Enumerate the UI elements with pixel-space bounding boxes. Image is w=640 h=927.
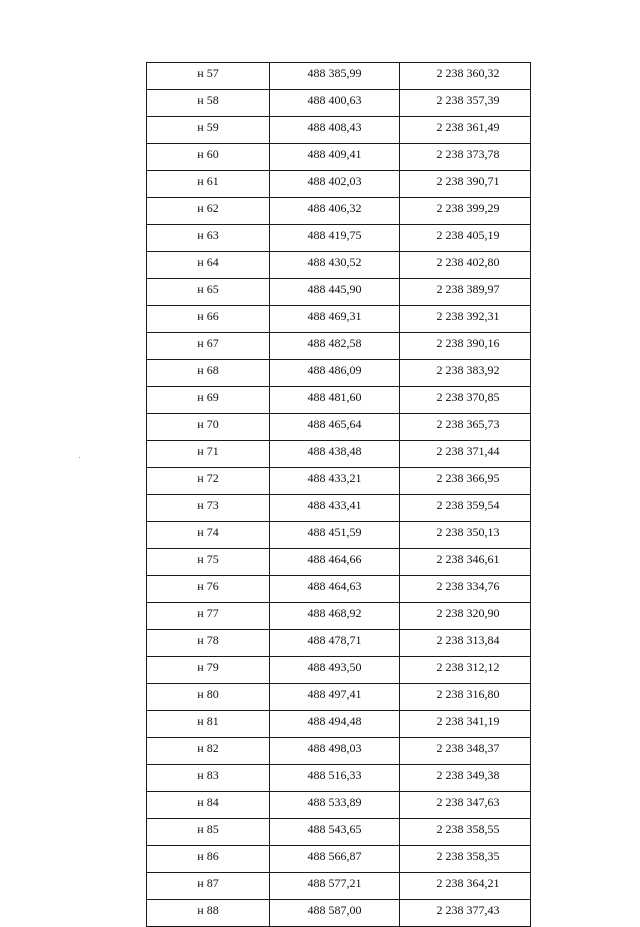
table-row (147, 441, 531, 468)
x-coordinate-cell: 488 486,09 (270, 360, 400, 387)
y-coordinate-cell: 2 238 390,71 (400, 171, 531, 198)
x-coordinate-cell: 488 497,41 (270, 684, 400, 711)
x-coordinate-cell: 488 419,75 (270, 225, 400, 252)
y-coordinate-cell: 2 238 313,84 (400, 630, 531, 657)
table-row (147, 198, 531, 225)
table-row (147, 225, 531, 252)
x-coordinate-cell: 488 465,64 (270, 414, 400, 441)
point-label-cell: н 69 (147, 387, 270, 414)
y-coordinate-cell: 2 238 358,35 (400, 846, 531, 873)
point-label-cell: н 72 (147, 468, 270, 495)
y-coordinate-cell: 2 238 341,19 (400, 711, 531, 738)
y-coordinate-cell: 2 238 357,39 (400, 90, 531, 117)
y-coordinate-cell: 2 238 402,80 (400, 252, 531, 279)
y-coordinate-cell: 2 238 361,49 (400, 117, 531, 144)
point-label-cell: н 57 (147, 63, 270, 90)
x-coordinate-cell: 488 468,92 (270, 603, 400, 630)
x-coordinate-cell: 488 406,32 (270, 198, 400, 225)
point-label-cell: н 61 (147, 171, 270, 198)
scan-speck (79, 457, 80, 458)
point-label-cell: н 62 (147, 198, 270, 225)
table-row (147, 117, 531, 144)
x-coordinate-cell: 488 482,58 (270, 333, 400, 360)
table-row (147, 414, 531, 441)
point-label-cell: н 81 (147, 711, 270, 738)
point-label-cell: н 71 (147, 441, 270, 468)
table-row (147, 468, 531, 495)
table-row (147, 387, 531, 414)
table-row (147, 846, 531, 873)
point-label-cell: н 58 (147, 90, 270, 117)
x-coordinate-cell: 488 430,52 (270, 252, 400, 279)
table-row (147, 306, 531, 333)
y-coordinate-cell: 2 238 390,16 (400, 333, 531, 360)
y-coordinate-cell: 2 238 350,13 (400, 522, 531, 549)
x-coordinate-cell: 488 577,21 (270, 873, 400, 900)
point-label-cell: н 60 (147, 144, 270, 171)
point-label-cell: н 76 (147, 576, 270, 603)
table-row (147, 819, 531, 846)
x-coordinate-cell: 488 498,03 (270, 738, 400, 765)
point-label-cell: н 88 (147, 900, 270, 927)
point-label-cell: н 67 (147, 333, 270, 360)
y-coordinate-cell: 2 238 377,43 (400, 900, 531, 927)
y-coordinate-cell: 2 238 320,90 (400, 603, 531, 630)
x-coordinate-cell: 488 408,43 (270, 117, 400, 144)
point-label-cell: н 77 (147, 603, 270, 630)
point-label-cell: н 86 (147, 846, 270, 873)
y-coordinate-cell: 2 238 312,12 (400, 657, 531, 684)
y-coordinate-cell: 2 238 359,54 (400, 495, 531, 522)
y-coordinate-cell: 2 238 392,31 (400, 306, 531, 333)
table-row (147, 495, 531, 522)
x-coordinate-cell: 488 433,41 (270, 495, 400, 522)
point-label-cell: н 85 (147, 819, 270, 846)
x-coordinate-cell: 488 494,48 (270, 711, 400, 738)
table-row (147, 90, 531, 117)
x-coordinate-cell: 488 385,99 (270, 63, 400, 90)
point-label-cell: н 65 (147, 279, 270, 306)
point-label-cell: н 74 (147, 522, 270, 549)
y-coordinate-cell: 2 238 399,29 (400, 198, 531, 225)
point-label-cell: н 78 (147, 630, 270, 657)
x-coordinate-cell: 488 464,66 (270, 549, 400, 576)
table-row (147, 522, 531, 549)
x-coordinate-cell: 488 516,33 (270, 765, 400, 792)
table-row (147, 765, 531, 792)
y-coordinate-cell: 2 238 349,38 (400, 765, 531, 792)
y-coordinate-cell: 2 238 366,95 (400, 468, 531, 495)
point-label-cell: н 84 (147, 792, 270, 819)
table-row (147, 657, 531, 684)
y-coordinate-cell: 2 238 346,61 (400, 549, 531, 576)
y-coordinate-cell: 2 238 405,19 (400, 225, 531, 252)
y-coordinate-cell: 2 238 360,32 (400, 63, 531, 90)
point-label-cell: н 83 (147, 765, 270, 792)
point-label-cell: н 64 (147, 252, 270, 279)
table-row (147, 144, 531, 171)
point-label-cell: н 80 (147, 684, 270, 711)
point-label-cell: н 59 (147, 117, 270, 144)
y-coordinate-cell: 2 238 358,55 (400, 819, 531, 846)
y-coordinate-cell: 2 238 371,44 (400, 441, 531, 468)
x-coordinate-cell: 488 533,89 (270, 792, 400, 819)
y-coordinate-cell: 2 238 365,73 (400, 414, 531, 441)
point-label-cell: н 68 (147, 360, 270, 387)
y-coordinate-cell: 2 238 334,76 (400, 576, 531, 603)
point-label-cell: н 66 (147, 306, 270, 333)
coordinates-table-body (147, 63, 531, 927)
x-coordinate-cell: 488 445,90 (270, 279, 400, 306)
y-coordinate-cell: 2 238 316,80 (400, 684, 531, 711)
table-row (147, 576, 531, 603)
point-label-cell: н 87 (147, 873, 270, 900)
coordinates-table (146, 62, 531, 927)
y-coordinate-cell: 2 238 364,21 (400, 873, 531, 900)
table-row (147, 792, 531, 819)
y-coordinate-cell: 2 238 373,78 (400, 144, 531, 171)
x-coordinate-cell: 488 400,63 (270, 90, 400, 117)
x-coordinate-cell: 488 402,03 (270, 171, 400, 198)
point-label-cell: н 82 (147, 738, 270, 765)
table-row (147, 63, 531, 90)
y-coordinate-cell: 2 238 347,63 (400, 792, 531, 819)
table-row (147, 900, 531, 927)
table-row (147, 873, 531, 900)
point-label-cell: н 70 (147, 414, 270, 441)
table-row (147, 711, 531, 738)
point-label-cell: н 63 (147, 225, 270, 252)
x-coordinate-cell: 488 543,65 (270, 819, 400, 846)
table-row (147, 684, 531, 711)
table-row (147, 252, 531, 279)
x-coordinate-cell: 488 438,48 (270, 441, 400, 468)
table-row (147, 279, 531, 306)
y-coordinate-cell: 2 238 370,85 (400, 387, 531, 414)
x-coordinate-cell: 488 464,63 (270, 576, 400, 603)
point-label-cell: н 79 (147, 657, 270, 684)
table-row (147, 333, 531, 360)
y-coordinate-cell: 2 238 383,92 (400, 360, 531, 387)
x-coordinate-cell: 488 433,21 (270, 468, 400, 495)
table-row (147, 603, 531, 630)
x-coordinate-cell: 488 566,87 (270, 846, 400, 873)
x-coordinate-cell: 488 451,59 (270, 522, 400, 549)
x-coordinate-cell: 488 469,31 (270, 306, 400, 333)
x-coordinate-cell: 488 587,00 (270, 900, 400, 927)
table-row (147, 360, 531, 387)
table-row (147, 549, 531, 576)
y-coordinate-cell: 2 238 389,97 (400, 279, 531, 306)
point-label-cell: н 75 (147, 549, 270, 576)
x-coordinate-cell: 488 493,50 (270, 657, 400, 684)
point-label-cell: н 73 (147, 495, 270, 522)
x-coordinate-cell: 488 481,60 (270, 387, 400, 414)
table-row (147, 630, 531, 657)
x-coordinate-cell: 488 478,71 (270, 630, 400, 657)
x-coordinate-cell: 488 409,41 (270, 144, 400, 171)
table-row (147, 171, 531, 198)
table-row (147, 738, 531, 765)
y-coordinate-cell: 2 238 348,37 (400, 738, 531, 765)
